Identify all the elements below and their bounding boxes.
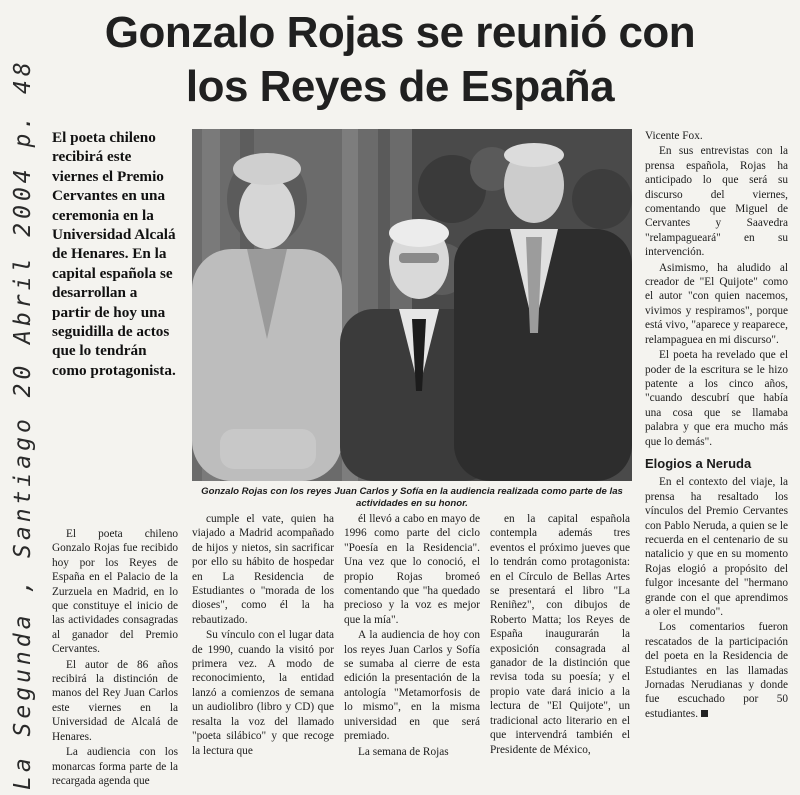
photo-illustration [192,129,632,481]
paragraph: en la capital española contempla además tres eventos el próximo jueves que lo tendrán como protagonista: en el Círculo de Bellas Artes se presentará el libro "La Reniñez", con dibujos de Roberto Matta; los Reyes de España inaugurarán la exposición consagrada al ganador de la distinción que revisa toda su poesía; y el propio vate dará inicio a la lectura de "El Quijote", un tradicional acto literario en el que intervendrá también el Presidente de México, [490,513,630,756]
paragraph [645,620,788,721]
end-mark-icon [701,710,708,717]
news-photo [192,129,632,481]
paragraph: En el contexto del viaje, la prensa ha resaltado los vínculos del Premio Cervantes con Pablo Neruda, a quien se le recuerda en el centenario de su natalicio y que en su momento Rojas elogió a propósito del fulgor incesante del "hermano grande con el que aprendimos a oler el mundo". [645,476,788,618]
paragraph: cumple el vate, quien ha viajado a Madrid acompañado de hijos y nietos, sin sacrificar por ello su hábito de hospedar en La Residencia de Estudiantes o "morada de los dioses", como él la ha rebautizado. [192,513,334,626]
paragraph: La semana de Rojas [358,745,449,758]
photo-caption: Gonzalo Rojas con los reyes Juan Carlos y Sofía en la audiencia realizada como parte de las actividades en su honor. [201,486,623,509]
paragraph: Asimismo, ha aludido al creador de "El Quijote" como el autor "con quien nacemos, vivimos y respiramos", porque está vivo, "aparece y reaparece, relampaguea en mi discurso". [645,261,788,346]
article-column-5 [645,129,788,721]
paragraph: él llevó a cabo en mayo de 1996 como parte del ciclo "Poesía en la Residencia". Una vez que lo conoció, el propio Rojas bromeó comentando que "ha quedado precioso y la voz es mejor que la mía". [344,513,480,626]
paragraph: A la audiencia de hoy con los reyes Juan Carlos y Sofía se sumaba al cierre de esta edición la presentación de la antología "Metamorfosis de lo mismo", en la misma universidad en que será premiado. [344,629,480,743]
paragraph: El poeta ha revelado que el poder de la escritura se le hizo patente a los cinco años, "cuando descubrí que había una cosa que se llamaba palabra y que era mucho más que lo demás". [645,349,788,448]
paragraph: Su vínculo con el lugar data de 1990, cuando la visitó por primera vez. A modo de reconocimiento, la entidad lanzó a comienzos de semana un audiolibro (libro y CD) que resalta la voz del llamado "poeta silábico" y que recoge la lectura que [192,629,334,757]
paragraph: La audiencia con los monarcas forma parte de la recargada agenda que [52,746,178,787]
article-column-3 [344,512,480,759]
paragraph: El autor de 86 años recibirá la distinción de manos del Rey Juan Carlos este viernes en la Universidad de Alcalá de Henares. [52,658,178,743]
section-subhead: Elogios a Neruda [645,455,752,471]
paragraph: Vicente Fox. [645,130,703,142]
headline: Gonzalo Rojas se reunió con los Reyes de España [104,8,696,111]
article-column-1 [52,527,178,788]
paragraph: El poeta chileno Gonzalo Rojas fue recibido hoy por los Reyes de España en el Palacio de la Zurzuela en Madrid, en lo que constituye el inicio de las actividades consagradas al ganador del Premio Cervantes. [52,528,178,656]
article-column-4 [490,512,630,757]
article-column-2 [192,512,334,758]
paragraph: En sus entrevistas con la prensa española, Rojas ha anticipado lo que será su discurso del viernes, comentando que Miguel de Cervantes y Saavedra "relampagueará" en su intervención. [645,145,788,259]
lede-paragraph: El poeta chileno recibirá este viernes el Premio Cervantes en una ceremonia en la Universidad Alcalá de Henares. En la capital española se desarrollan a partir de hoy una seguidilla de actos que lo tendrán como protagonista. [52,129,176,379]
paragraph-text: Los comentarios fueron rescatados de la participación del poeta en la Residencia de Estudiantes en las llamadas Jornadas Nerudianas y donde fue escuchado por 50 estudiantes. [645,621,788,720]
handwritten-note: La Segunda , Santiago 20 Abril 2004 p. 48 [10,58,36,790]
